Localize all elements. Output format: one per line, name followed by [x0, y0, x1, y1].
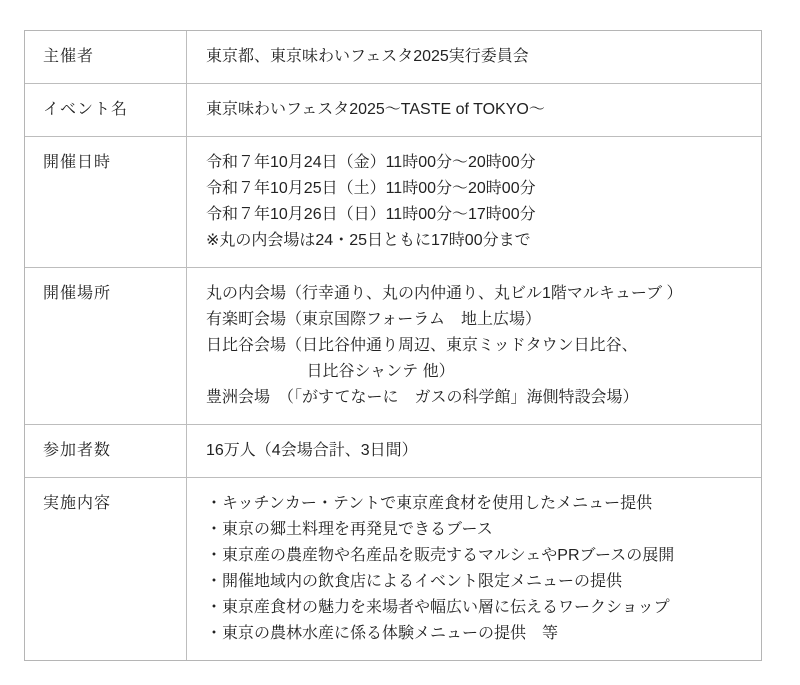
row-value — [187, 425, 761, 477]
value-line: ・東京産の農産物や名産品を販売するマルシェやPRブースの展開 — [206, 547, 675, 564]
row-label: 実施内容 — [25, 478, 187, 660]
value-line: 16万人（4会場合計、3日間） — [206, 442, 418, 459]
row-label: 開催日時 — [25, 137, 187, 267]
value-line: 令和７年10月26日（日）11時00分～17時00分 — [206, 206, 536, 223]
value-line: 日比谷シャンテ 他） — [206, 363, 455, 380]
row-label: イベント名 — [25, 84, 187, 136]
table-row-venue — [25, 268, 761, 425]
row-label: 主催者 — [25, 31, 187, 83]
row-value — [187, 268, 761, 424]
value-line: ・東京産食材の魅力を来場者や幅広い層に伝えるワークショップ — [206, 599, 670, 616]
table-row-organizer — [25, 31, 761, 84]
row-value — [187, 137, 761, 267]
value-line: ※丸の内会場は24・25日ともに17時00分まで — [206, 232, 531, 249]
row-label: 参加者数 — [25, 425, 187, 477]
table-row-datetime — [25, 137, 761, 268]
value-line: ・キッチンカー・テントで東京産食材を使用したメニュー提供 — [206, 495, 653, 512]
value-line: 豊洲会場 （「がすてなーに ガスの科学館」海側特設会場） — [206, 389, 639, 406]
value-line: ・開催地域内の飲食店によるイベント限定メニューの提供 — [206, 573, 623, 590]
row-value — [187, 478, 761, 660]
value-line: 東京味わいフェスタ2025～TASTE of TOKYO～ — [206, 101, 545, 118]
value-line: 有楽町会場（東京国際フォーラム 地上広場） — [206, 311, 542, 328]
row-label: 開催場所 — [25, 268, 187, 424]
value-line: 東京都、東京味わいフェスタ2025実行委員会 — [206, 48, 529, 65]
value-line: 令和７年10月24日（金）11時00分～20時00分 — [206, 154, 536, 171]
value-line: 丸の内会場（行幸通り、丸の内仲通り、丸ビル1階マルキューブ ） — [206, 285, 683, 302]
value-line: ・東京の農林水産に係る体験メニューの提供 等 — [206, 625, 559, 642]
row-value — [187, 84, 761, 136]
value-line: 日比谷会場（日比谷仲通り周辺、東京ミッドタウン日比谷、 — [206, 337, 638, 354]
value-line: 令和７年10月25日（土）11時00分～20時00分 — [206, 180, 536, 197]
table-row-contents — [25, 478, 761, 660]
table-row-attendance — [25, 425, 761, 478]
event-info-table — [24, 30, 762, 661]
row-value — [187, 31, 761, 83]
value-line: ・東京の郷土料理を再発見できるブース — [206, 521, 493, 538]
table-row-event-name — [25, 84, 761, 137]
